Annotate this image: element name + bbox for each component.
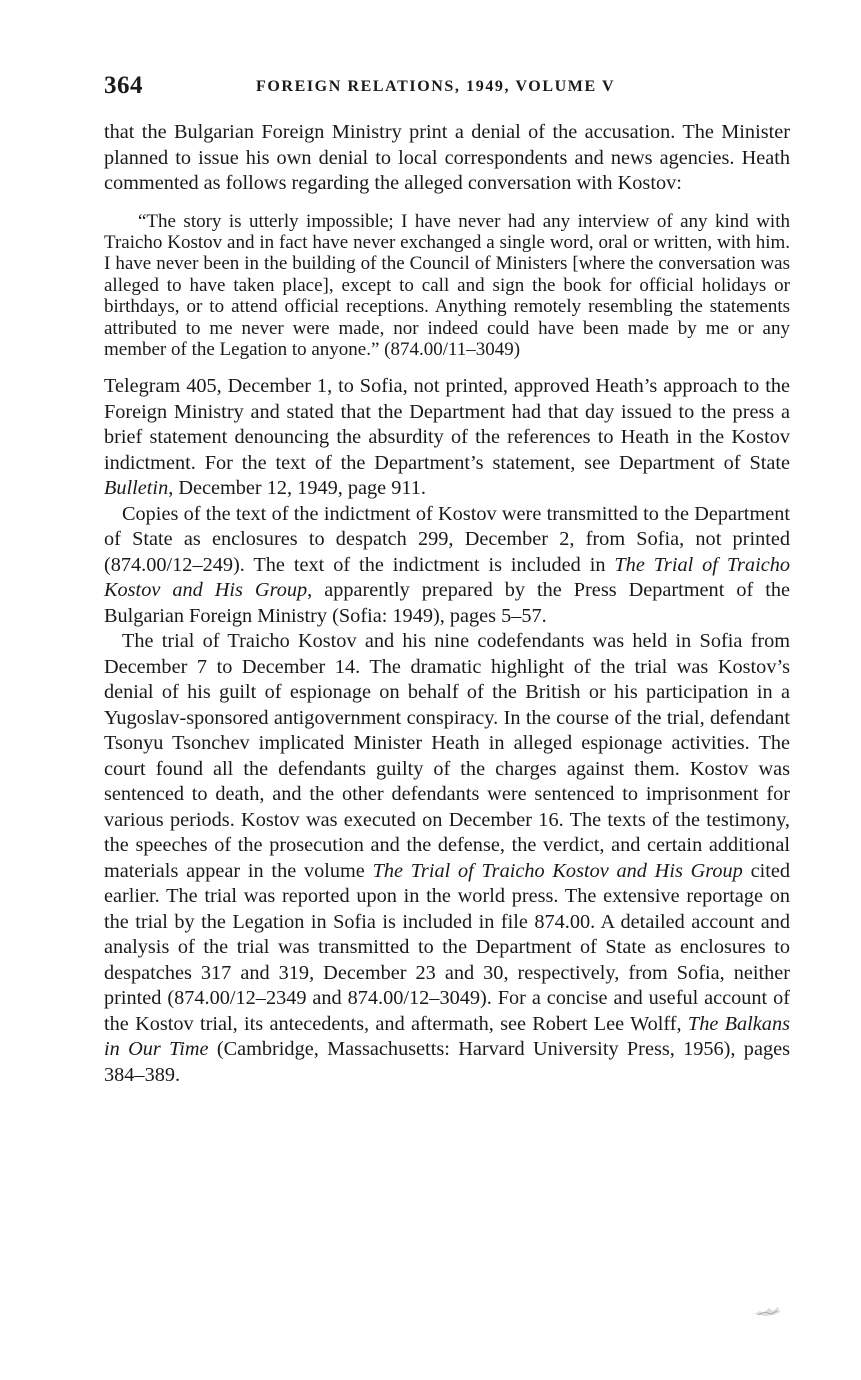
paragraph-telegram [104, 374, 790, 502]
publication-title: Bulletin [104, 477, 169, 500]
paragraph-text: (Cambridge, Massachusetts: Harvard University Press, 1956), pages 384–389. [104, 1038, 790, 1086]
book-title: The Balkans in Our Time [104, 1012, 790, 1061]
paragraph-trial [104, 629, 790, 1088]
body-text [104, 120, 790, 1088]
paragraph-text: cited earlier. The trial was reported upon in the world press. The extensive reportage on the trial by the Legation in Sofia is included in file 874.00. A detailed account and analysis of the trial was transmitted to the Department of State as enclosures to despatches 317 and 319, December 23 and 30, respectively, from Sofia, neither printed (874.00/12–2349 and 874.00/12–3049). For a concise and useful account of the Kostov trial, its antecedents, and aftermath, see Robert Lee Wolff, [104, 859, 791, 1035]
paragraph-text: , apparently prepared by the Press Department of the Bulgarian Foreign Ministry (Sofia: 1949), pages 5–57. [104, 579, 790, 627]
document-page [104, 70, 790, 1088]
running-head: FOREIGN RELATIONS, 1949, VOLUME V [256, 78, 616, 95]
paragraph-text: that the Bulgarian Foreign Ministry print a denial of the accusation. The Minister planned to issue his own denial to local correspondents and news agencies. Heath commented as follows regarding the alleged conversation with Kostov: [104, 121, 790, 194]
paragraph-text: The trial of Traicho Kostov and his nine codefendants was held in Sofia from December 7 to December 14. The dramatic highlight of the trial was Kostov’s denial of his guilt of espionage on behalf of the British or his participation in a Yugoslav-sponsored antigovernment conspiracy. In the course of the trial, defendant Tsonyu Tsonchev implicated Minister Heath in alleged espionage activities. The court found all the defendants guilty of the charges against them. Kostov was sentenced to death, and the other defendants were sentenced to imprisonment for various periods. Kostov was executed on December 16. The texts of the testimony, the speeches of the prosecution and the defense, the verdict, and certain additional materials appear in the volume [104, 630, 790, 882]
paragraph-text: Telegram 405, December 1, to Sofia, not printed, approved Heath’s approach to the Foreign Ministry and stated that the Department had that day issued to the press a brief statement denouncing the absurdity of the references to Heath in the Kostov indictment. For the text of the Department’s statement, see Department of State [104, 375, 790, 474]
page-header [104, 70, 790, 108]
block-quote [104, 211, 790, 361]
paragraph-indictment [104, 502, 790, 630]
book-title: The Trial of Traicho Kostov and His Group [372, 859, 743, 882]
paragraph-text: Copies of the text of the indictment of Kostov were transmitted to the Department of State as enclosures to despatch 299, December 2, from Sofia, not printed (874.00/12–249). The text of the indictment is included in [104, 502, 790, 576]
paragraph-continuation [104, 120, 790, 197]
paragraph-text: , December 12, 1949, page 911. [168, 477, 426, 500]
quote-text: “The story is utterly impossible; I have never had any interview of any kind with Traicho Kostov and in fact have never exchanged a single word, oral or written, with him. I have never been in the building of the Council of Ministers [where the conversation was alleged to have taken place], except to call and sign the book for official holidays or birthdays, or to attend official receptions. Anything remotely resembling the statements attributed to me never were made, nor indeed could have been made by me or any member of the Legation to anyone.” (874.00/11–3049) [104, 210, 790, 360]
scan-smudge [752, 1302, 782, 1318]
book-title: The Trial of Traicho Kostov and His Group [104, 553, 790, 602]
page-number: 364 [104, 72, 143, 99]
